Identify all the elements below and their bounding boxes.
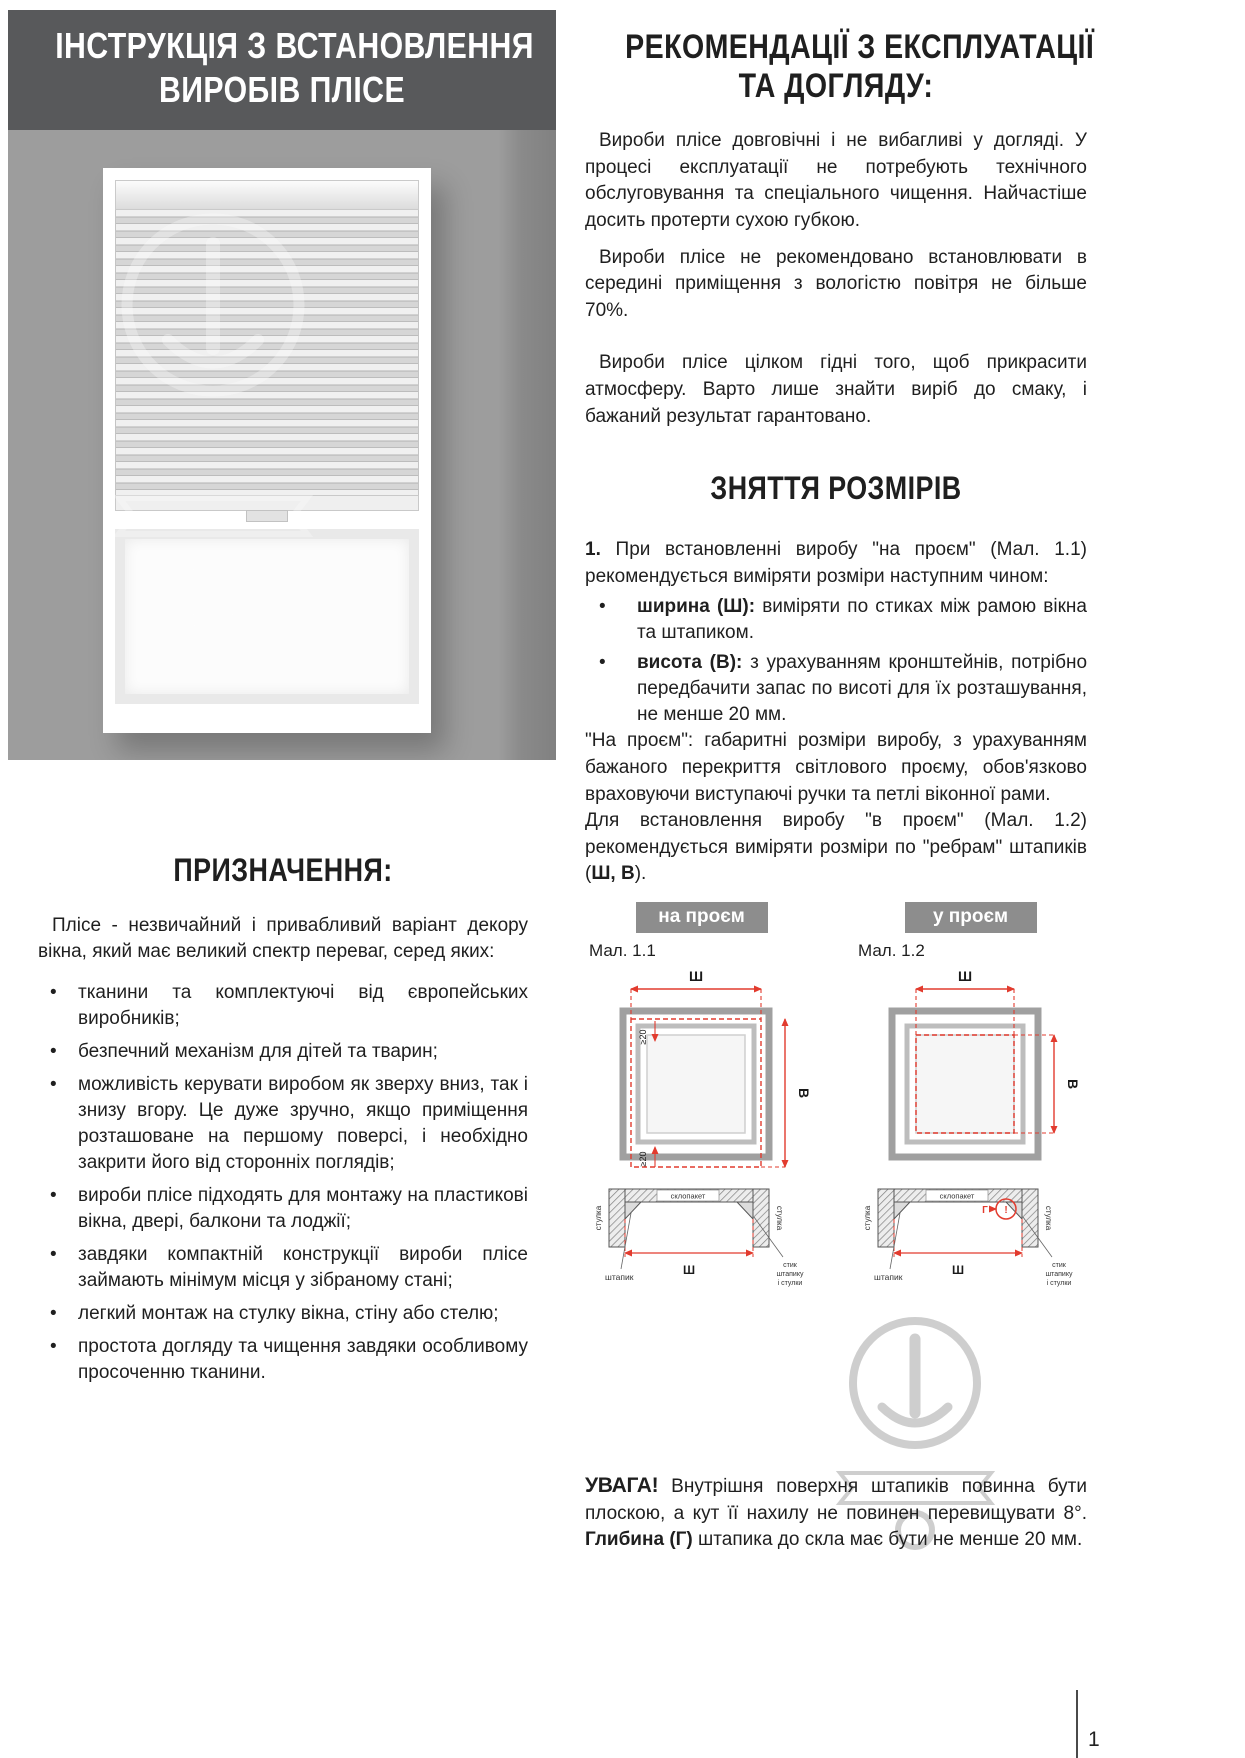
diagram-u-proem xyxy=(854,902,1087,1306)
diagram-header: у проєм xyxy=(905,902,1037,933)
sash-left-label: стулка xyxy=(594,1205,603,1231)
figure-label: Мал. 1.2 xyxy=(858,940,925,960)
bead-label: штапик xyxy=(874,1271,903,1282)
window-drawing xyxy=(892,1011,1038,1157)
diagram-header: на проєм xyxy=(636,902,768,933)
list-item: • висота (В): з урахуванням кронштейнів, потрібно передбачити запас по висоті для їх розташування, не менше 20 мм. xyxy=(585,650,1087,728)
width-label: Ш xyxy=(688,967,704,984)
glazing-label: склопакет xyxy=(670,1191,706,1201)
sash-left-label: стулка xyxy=(863,1205,872,1231)
depth-label: Г xyxy=(982,1204,988,1216)
diagram-drawing xyxy=(854,961,1087,1301)
list-item: • можливість керувати виробом як зверху вниз, так і знизу вгору. Це дуже зручно, якщо приміщення розташоване на першому поверсі, і необхідно закрити його від сторонніх поглядів; xyxy=(38,1072,528,1176)
list-item: • вироби плісе підходять для монтажу на пластикові вікна, двері, балкони та лоджії; xyxy=(38,1183,528,1235)
clearance-top-label: ≥20 xyxy=(638,1029,648,1045)
diagram-drawing xyxy=(585,961,818,1301)
page-number: 1 xyxy=(1088,1728,1100,1751)
joint-label: штапику xyxy=(776,1270,804,1278)
left-column xyxy=(8,10,556,1393)
care-title: РЕКОМЕНДАЦІЇ З ЕКСПЛУАТАЦІЇ ТА ДОГЛЯДУ: xyxy=(625,28,1095,106)
window-illustration xyxy=(8,130,556,760)
doc-title-line2: ВИРОБІВ ПЛІСЕ xyxy=(158,68,406,110)
diagrams-row xyxy=(585,902,1087,1306)
bead-label: штапик xyxy=(605,1271,634,1282)
wall-shadow xyxy=(498,130,556,760)
right-column xyxy=(585,28,1095,1554)
list-item: • легкий монтаж на стулку вікна, стіну або стелю; xyxy=(38,1301,528,1327)
brand-watermark-icon xyxy=(113,200,313,640)
page-footer xyxy=(1076,1690,1100,1758)
care-paragraph-1: Вироби плісе довговічні і не вибагливі у догляді. У процесі експлуатації не потребують технічного обслуговування та спеціального чищення. Найчастіше досить протерти сухою губкою. xyxy=(585,130,1087,231)
purpose-list xyxy=(38,980,528,1386)
cross-section xyxy=(609,1189,783,1269)
depth-mark: ! xyxy=(1004,1204,1008,1216)
section-width-label: Ш xyxy=(682,1262,696,1277)
list-item: • ширина (Ш): виміряти по стиках між рамою вікна та штапиком. xyxy=(585,594,1087,646)
sash-right-label: стулка xyxy=(1044,1205,1053,1231)
clearance-bottom-label: ≥20 xyxy=(638,1151,648,1167)
glazing-label: склопакет xyxy=(939,1191,975,1201)
cross-section xyxy=(878,1189,1052,1269)
warning-paragraph: УВАГА! Внутрішня поверхня штапиків повинна бути плоскою, а кут її нахилу не повинен перевищувати 8°. Глибина (Г) штапика до скла має бути не менше 20 мм. xyxy=(585,1473,1087,1551)
joint-label: стик xyxy=(783,1261,797,1269)
diagram-na-proem xyxy=(585,902,818,1306)
list-item: • безпечний механізм для дітей та тварин; xyxy=(38,1039,528,1065)
v-proem-paragraph: Для встановлення виробу "в проєм" (Мал. 1.2) рекомендується виміряти розміри по "ребрам" штапиків (Ш, В). xyxy=(585,810,1087,885)
purpose-title: ПРИЗНАЧЕННЯ: xyxy=(173,851,393,888)
joint-label: і стулки xyxy=(777,1279,803,1287)
left-header xyxy=(8,10,556,130)
list-item: • простота догляду та чищення завдяки особливому просоченню тканини. xyxy=(38,1334,528,1386)
sash-right-label: стулка xyxy=(775,1205,784,1231)
width-label: Ш xyxy=(957,967,973,984)
purpose-section xyxy=(8,852,556,1386)
care-paragraph-3: Вироби плісе цілком гідні того, щоб прикрасити атмосферу. Варто лише знайти виріб до смаку, і бажаний результат гарантовано. xyxy=(585,352,1087,427)
warning-label: УВАГА! xyxy=(585,1473,659,1497)
care-paragraph-2: Вироби плісе не рекомендовано встановлювати в середині приміщення з вологістю повітря не більше 70%. xyxy=(585,246,1087,321)
measuring-step-1: 1. При встановленні виробу "на проєм" (Мал. 1.1) рекомендується виміряти розміри наступним чином: xyxy=(585,539,1087,587)
na-proem-paragraph: "На проєм": габаритні розміри виробу, з урахуванням бажаного перекриття світлового проєму, обов'язково враховуючи виступаючі ручки та петлі віконної рами. xyxy=(585,730,1087,805)
joint-label: штапику xyxy=(1045,1270,1073,1278)
doc-title-line1: ІНСТРУКЦІЯ З ВСТАНОВЛЕННЯ xyxy=(55,25,534,66)
joint-label: стик xyxy=(1052,1261,1066,1269)
list-item: • тканини та комплектуючі від європейських виробників; xyxy=(38,980,528,1032)
section-width-label: Ш xyxy=(951,1262,965,1277)
measuring-list xyxy=(585,594,1087,728)
joint-label: і стулки xyxy=(1046,1279,1072,1287)
measuring-title: ЗНЯТТЯ РОЗМІРІВ xyxy=(710,470,962,507)
purpose-intro: Плісе - незвичайний і привабливий варіант декору вікна, який має великий спектр переваг, серед яких: xyxy=(38,914,528,963)
figure-label: Мал. 1.1 xyxy=(589,940,656,960)
height-label: В xyxy=(796,1087,812,1099)
height-label: В xyxy=(1065,1078,1081,1090)
list-item: • завдяки компактній конструкції вироби плісе займають мінімум місця у зібраному стані; xyxy=(38,1242,528,1294)
